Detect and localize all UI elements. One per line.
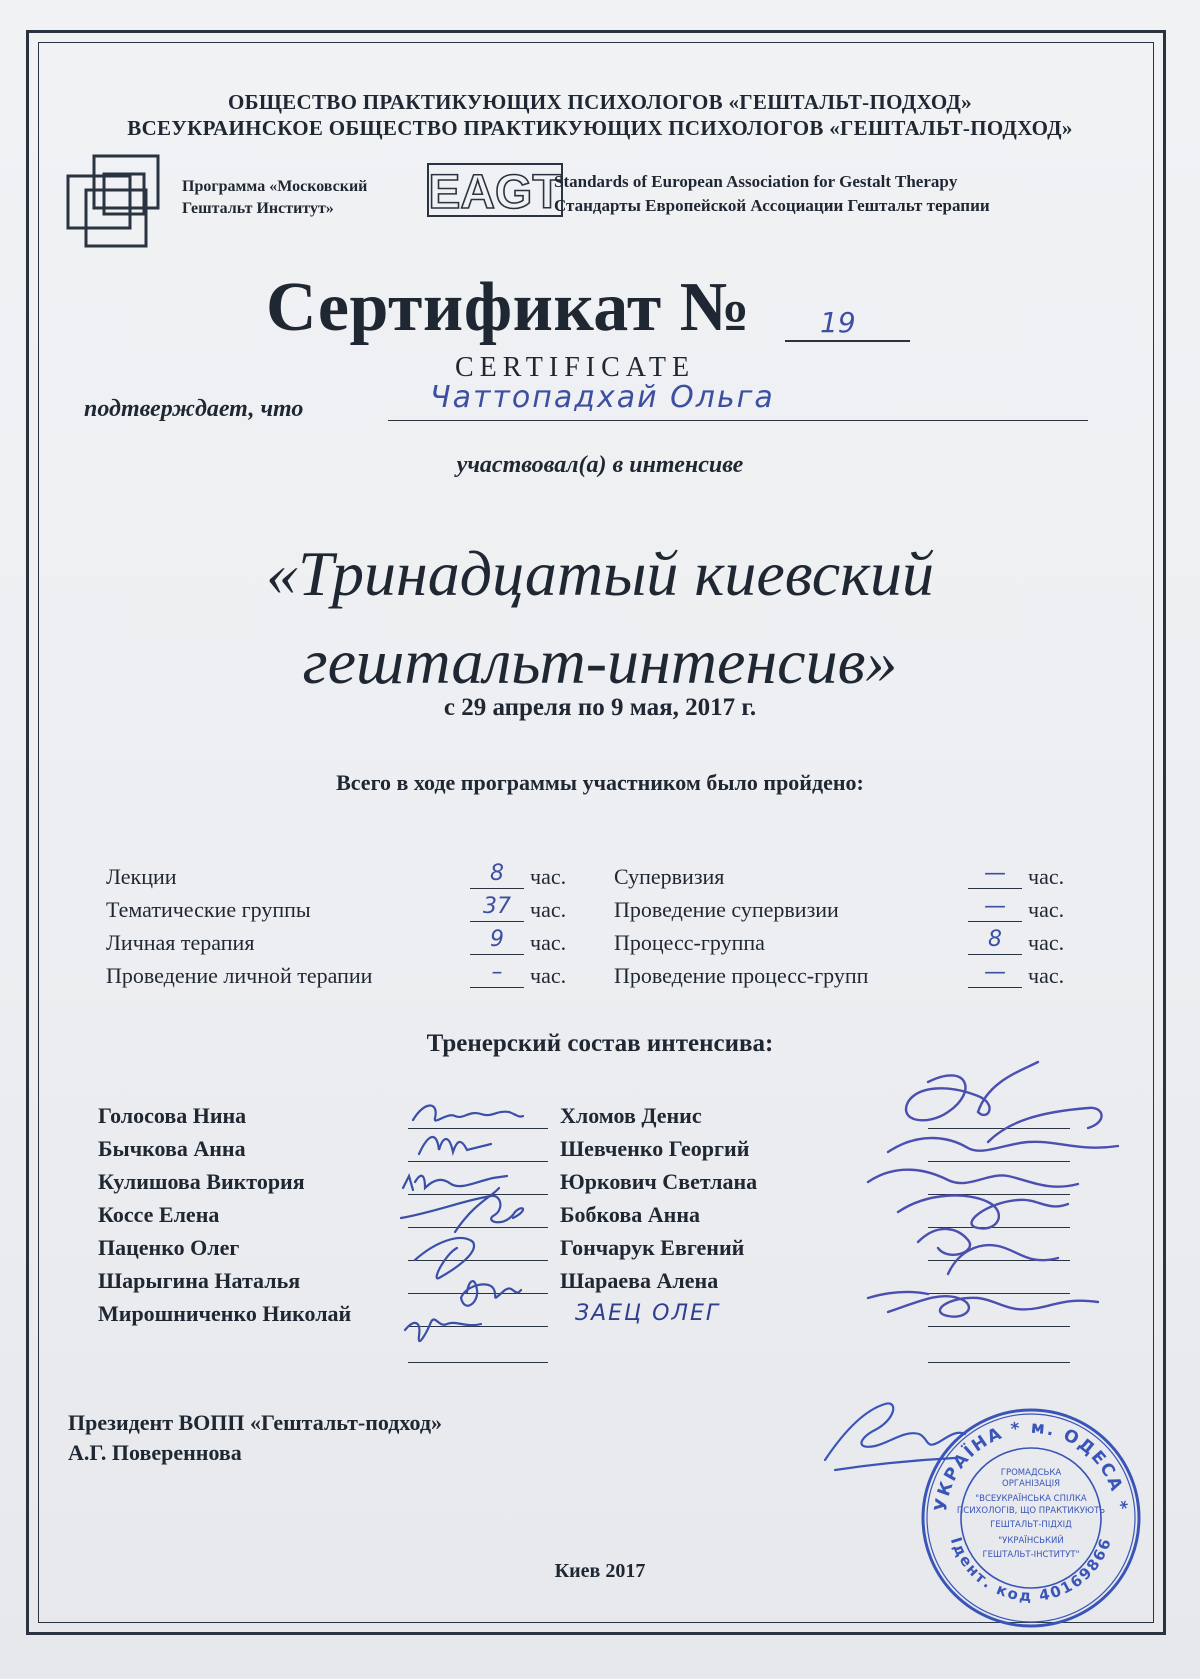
certificate-title-en: CERTIFICATE [455, 352, 696, 383]
trainer-name: Коссе Елена [98, 1202, 220, 1227]
institute-logo-icon [64, 152, 174, 256]
trainer-name: Шарыгина Наталья [98, 1268, 301, 1293]
trainer-name-handwritten: ЗАЕЦ ОЛЕГ [575, 1301, 721, 1326]
trainer-name: Голосова Нина [98, 1103, 247, 1128]
hours-value: — [968, 963, 1022, 988]
trainer-name: Бычкова Анна [98, 1136, 246, 1161]
hours-value: – [470, 963, 524, 988]
hours-value: 37 [470, 897, 524, 922]
hours-value: 8 [968, 930, 1022, 955]
trainer-name: Юркович Светлана [560, 1169, 758, 1194]
hours-value: 9 [470, 930, 524, 955]
certificate-number: 19 [820, 306, 856, 339]
program-line2: Гештальт Институт» [182, 200, 334, 217]
hours-label: Супервизия [614, 864, 725, 889]
trainer-name: Гончарук Евгений [560, 1235, 745, 1260]
participated-label: участвовал(а) в интенсиве [456, 452, 744, 478]
eagt-logo-icon [426, 162, 564, 218]
hours-label: Личная терапия [106, 930, 255, 955]
trainer-name: Шараева Алена [560, 1268, 719, 1293]
seal-center-line: ОРГАНІЗАЦІЯ [1002, 1479, 1060, 1489]
hours-unit: час. [1028, 864, 1065, 889]
hours-unit: час. [1028, 897, 1065, 922]
president-title: Президент ВОПП «Гештальт-подход» [68, 1410, 443, 1435]
trainer-name: Кулишова Виктория [98, 1169, 305, 1194]
hours-unit: час. [530, 864, 567, 889]
hours-label: Проведение супервизии [614, 897, 839, 922]
seal-center-line: ГРОМАДСЬКА [1000, 1468, 1062, 1478]
trainer-name: Мирошниченко Николай [98, 1301, 352, 1326]
city-year: Киев 2017 [554, 1560, 646, 1582]
hours-value: 8 [470, 864, 524, 889]
program-label [182, 176, 367, 220]
name-underline [388, 420, 1088, 421]
eagt-standards [554, 170, 990, 218]
total-label: Всего в ходе программы участником было пройдено: [336, 770, 864, 795]
hours-label: Тематические группы [106, 897, 311, 922]
recipient-name: Чаттопадхай Ольга [430, 380, 775, 415]
hours-unit: час. [530, 897, 567, 922]
trainer-name: Шевченко Георгий [560, 1136, 750, 1161]
confirms-label: подтверждает, что [84, 396, 304, 422]
standards-en: Standards of European Association for Gestalt Therapy [554, 172, 958, 191]
seal-center-line: "УКРАЇНСЬКИЙ [998, 1536, 1064, 1546]
president-name: А.Г. Повереннова [68, 1440, 242, 1465]
president-block [68, 1408, 442, 1468]
intensive-line1: «Тринадцатый киевский [265, 538, 935, 609]
seal-center-line: ПСИХОЛОГІВ, ЩО ПРАКТИКУЮТЬ [956, 1506, 1106, 1516]
trainer-name: Паценко Олег [98, 1235, 240, 1260]
hours-value: — [968, 897, 1022, 922]
seal-center-line: ГЕШТАЛЬТ-ІНСТИТУТ" [982, 1550, 1080, 1560]
seal-outer-text: УКРАЇНА * м. ОДЕСА * [931, 1417, 1131, 1514]
hours-label: Проведение процесс-групп [614, 963, 869, 988]
hours-label: Лекции [106, 864, 177, 889]
hours-value: — [968, 864, 1022, 889]
program-line1: Программа «Московский [182, 178, 368, 195]
certificate-title: Сертификат № [266, 269, 751, 346]
hours-unit: час. [530, 930, 567, 955]
hours-unit: час. [530, 963, 567, 988]
hours-label: Проведение личной терапии [106, 963, 373, 988]
org-title-line2: ВСЕУКРАИНСКОЕ ОБЩЕСТВО ПРАКТИКУЮЩИХ ПСИХОЛОГОВ «ГЕШТАЛЬТ-ПОДХОД» [127, 116, 1073, 140]
hours-unit: час. [1028, 963, 1065, 988]
org-title-line1: ОБЩЕСТВО ПРАКТИКУЮЩИХ ПСИХОЛОГОВ «ГЕШТАЛЬТ-ПОДХОД» [228, 90, 972, 114]
intensive-title [0, 530, 1200, 706]
standards-ru: Стандарты Европейской Ассоциации Гештальт терапии [554, 196, 990, 215]
signature-line [928, 1362, 1070, 1363]
intensive-dates: с 29 апреля по 9 мая, 2017 г. [443, 694, 757, 721]
seal-center-line: "ВСЕУКРАЇНСЬКА СПІЛКА [975, 1494, 1087, 1504]
number-underline [785, 340, 910, 342]
hours-unit: час. [1028, 930, 1065, 955]
eagt-logo-text: EAGT [428, 166, 562, 218]
intensive-line2: гештальт-интенсив» [302, 626, 898, 697]
trainer-signatures-left [395, 1092, 565, 1382]
seal-center-line: ГЕШТАЛЬТ-ПІДХІД [990, 1520, 1072, 1530]
trainers-title: Тренерский состав интенсива: [426, 1030, 774, 1057]
organization-seal [918, 1405, 1144, 1631]
hours-label: Процесс-группа [614, 930, 765, 955]
trainer-name: Хломов Денис [560, 1103, 702, 1128]
seal-bottom-text: Ідент. код 40169866 [946, 1534, 1116, 1606]
trainer-signatures-right [828, 1052, 1158, 1352]
trainer-name: Бобкова Анна [560, 1202, 701, 1227]
